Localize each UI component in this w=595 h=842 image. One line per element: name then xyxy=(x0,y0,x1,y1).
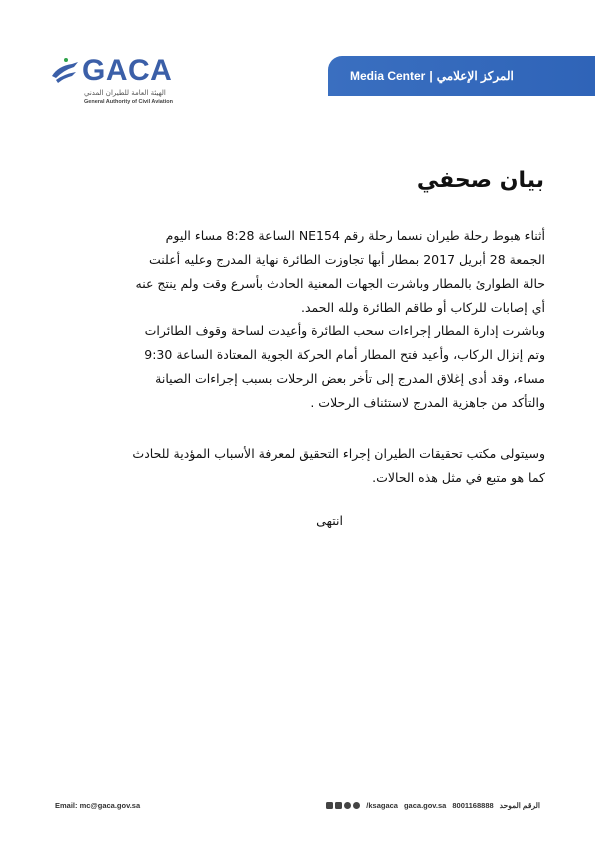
footer-phone-label: الرقم الموحد xyxy=(499,801,540,810)
social-handle[interactable]: /ksagaca xyxy=(366,801,398,810)
instagram-icon[interactable] xyxy=(344,802,351,809)
banner-arabic: المركز الإعلامي xyxy=(436,69,514,83)
paragraph-line: مساء، وقد أدى إغلاق المدرج إلى تأخر بعض الرحلات بسبب إجراءات الصيانة xyxy=(155,371,545,386)
social-icons xyxy=(326,802,360,809)
end-mark: انتهى xyxy=(316,513,343,528)
footer-contacts xyxy=(326,801,540,810)
footer-email[interactable]: Email: mc@gaca.gov.sa xyxy=(55,801,141,810)
paragraph-line: الجمعة 28 أبريل 2017 بمطار أبها تجاوزت الطائرة نهاية المدرج وعليه أعلنت xyxy=(149,252,545,267)
paragraph-line: حالة الطوارئ بالمطار وباشرت الجهات المعنية الحادث بأسرع وقت ولم ينتج عنه xyxy=(135,276,545,291)
paragraph-line: أي إصابات للركاب أو طاقم الطائرة ولله الحمد. xyxy=(300,300,545,315)
paragraph-line: أثناء هبوط رحلة طيران نسما رحلة رقم NE154 الساعة 8:28 مساء اليوم xyxy=(165,228,545,243)
telegram-icon[interactable] xyxy=(353,802,360,809)
paragraph-line: وسيتولى مكتب تحقيقات الطيران إجراء التحقيق لمعرفة الأسباب المؤدية للحادث xyxy=(132,446,545,461)
paragraph-1 xyxy=(50,224,545,320)
paragraph-line: وباشرت إدارة المطار إجراءات سحب الطائرة وأعيدت لساحة وقوف الطائرات xyxy=(144,323,545,338)
page-title: بيان صحفي xyxy=(416,168,544,193)
paragraph-line: كما هو متبع في مثل هذه الحالات. xyxy=(372,470,545,485)
logo-english-name: General Authority of Civil Aviation xyxy=(84,99,173,105)
paragraph-3 xyxy=(50,442,545,490)
footer-phone: 8001168888 xyxy=(452,801,494,810)
logo-wordmark: GACA xyxy=(82,54,173,87)
paragraph-line: وتم إنزال الركاب، وأعيد فتح المطار أمام الحركة الجوية المعتادة الساعة 9:30 xyxy=(144,347,545,362)
footer xyxy=(55,801,540,815)
logo-arabic-name: الهيئة العامة للطيران المدني xyxy=(84,89,166,97)
youtube-icon[interactable] xyxy=(335,802,342,809)
twitter-icon[interactable] xyxy=(326,802,333,809)
gaca-logo xyxy=(50,56,185,108)
media-center-banner xyxy=(328,56,595,96)
footer-website[interactable]: gaca.gov.sa xyxy=(403,801,447,810)
gaca-emblem-icon xyxy=(50,56,80,86)
banner-english: Media Center xyxy=(350,69,426,83)
banner-separator: | xyxy=(429,69,433,83)
paragraph-line: والتأكد من جاهزية المدرج لاستئناف الرحلات . xyxy=(310,395,545,410)
paragraph-2 xyxy=(50,319,545,415)
